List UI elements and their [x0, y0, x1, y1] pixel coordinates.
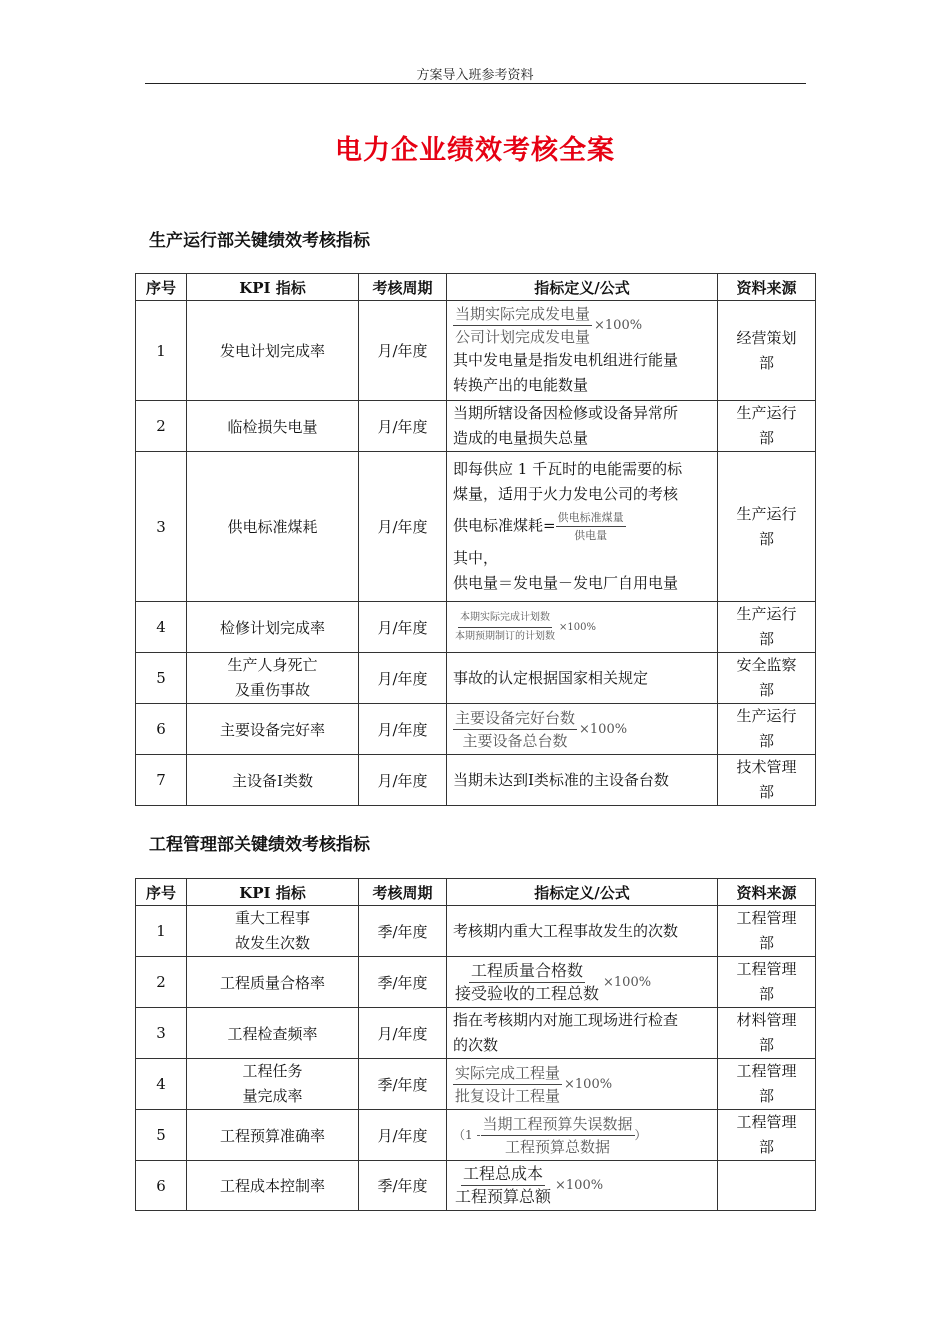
- table-row: [136, 957, 816, 1008]
- definition-line: 事故的认定根据国家相关规定: [453, 668, 649, 687]
- source-line: 部: [758, 1087, 774, 1105]
- fraction: [453, 609, 557, 646]
- row-number: 7: [136, 755, 187, 806]
- numerator: 供电标准煤量: [556, 509, 626, 527]
- source: [718, 653, 816, 704]
- fraction: [453, 960, 601, 1005]
- kpi-table-engineering: [135, 878, 816, 1211]
- numerator: 工程总成本: [461, 1163, 545, 1186]
- source-line: 工程管理: [736, 1062, 797, 1080]
- period: 月/年度: [359, 301, 447, 401]
- numerator: 实际完成工程量: [453, 1062, 562, 1085]
- source: [718, 957, 816, 1008]
- col-header-period: 考核周期: [359, 879, 447, 906]
- kpi-name: 供电标准煤耗: [187, 452, 359, 602]
- source-line: 生产运行: [736, 404, 797, 422]
- col-header-no: 序号: [136, 274, 187, 301]
- source-line: 部: [758, 353, 774, 372]
- source: [718, 1110, 816, 1161]
- source-line: 部: [758, 681, 774, 699]
- source-line: 部: [758, 429, 774, 447]
- row-number: 3: [136, 1008, 187, 1059]
- source-line: 部: [758, 529, 774, 548]
- kpi-name: 临检损失电量: [187, 401, 359, 452]
- source-line: 部: [758, 1138, 774, 1156]
- period: 季/年度: [359, 1059, 447, 1110]
- source-line: 生产运行: [736, 504, 797, 523]
- numerator: 工程质量合格数: [469, 960, 585, 983]
- source: [718, 602, 816, 653]
- source-line: 生产运行: [736, 605, 797, 623]
- definition: [447, 653, 718, 704]
- kpi-name: 工程检查频率: [187, 1008, 359, 1059]
- definition: [447, 906, 718, 957]
- source: [718, 755, 816, 806]
- table-row: [136, 602, 816, 653]
- kpi-name-line: 工程任务: [242, 1062, 303, 1080]
- table-row: [136, 906, 816, 957]
- kpi-name: 主设备Ⅰ类数: [187, 755, 359, 806]
- definition: [447, 957, 718, 1008]
- period: 月/年度: [359, 1110, 447, 1161]
- source: [718, 906, 816, 957]
- definition-line: 指在考核期内对施工现场进行检查: [453, 1011, 679, 1029]
- formula-prefix: 供电标准煤耗=: [453, 516, 556, 535]
- kpi-name: [187, 653, 359, 704]
- definition: [447, 1110, 718, 1161]
- col-header-kpi: KPI 指标: [187, 274, 359, 301]
- source: [718, 1161, 816, 1211]
- kpi-name-line: 故发生次数: [234, 934, 310, 952]
- source: [718, 401, 816, 452]
- kpi-name-line: 重大工程事: [234, 909, 310, 927]
- source-line: 部: [758, 985, 774, 1003]
- definition-line: 转换产出的电能数量: [453, 376, 589, 394]
- multiplier: ×100%: [559, 621, 596, 633]
- col-header-period: 考核周期: [359, 274, 447, 301]
- definition: [447, 755, 718, 806]
- denominator: 接受验收的工程总数: [455, 983, 600, 1003]
- period: 季/年度: [359, 906, 447, 957]
- document-title: 电力企业绩效考核全案: [335, 135, 615, 166]
- definition: [447, 602, 718, 653]
- definition: [447, 704, 718, 755]
- table-row: [136, 401, 816, 452]
- kpi-name-line: 生产人身死亡: [227, 656, 318, 674]
- numerator: 本期实际完成计划数: [458, 609, 552, 628]
- row-number: 6: [136, 1161, 187, 1211]
- definition-line: 的次数: [453, 1036, 499, 1054]
- row-number: 5: [136, 1110, 187, 1161]
- table-row: [136, 301, 816, 401]
- multiplier: ×100%: [594, 318, 643, 333]
- fraction: [453, 1062, 562, 1107]
- source-line: 材料管理: [736, 1011, 797, 1029]
- period: 月/年度: [359, 1008, 447, 1059]
- kpi-name-line: 及重伤事故: [234, 681, 310, 699]
- table-header-row: [136, 274, 816, 301]
- page-header: 方案导入班参考资料: [416, 68, 534, 83]
- period: 季/年度: [359, 957, 447, 1008]
- source: [718, 452, 816, 602]
- row-number: 4: [136, 602, 187, 653]
- definition-line: 考核期内重大工程事故发生的次数: [453, 921, 679, 940]
- source: [718, 1059, 816, 1110]
- kpi-name: 工程质量合格率: [187, 957, 359, 1008]
- table-row: [136, 1161, 816, 1211]
- source-line: 部: [758, 934, 774, 952]
- row-number: 2: [136, 401, 187, 452]
- definition: [447, 1059, 718, 1110]
- definition: [447, 452, 718, 602]
- denominator: 主要设备总台数: [462, 731, 568, 750]
- header-rule: [145, 83, 806, 84]
- period: 季/年度: [359, 1161, 447, 1211]
- row-number: 1: [136, 301, 187, 401]
- multiplier: ×100%: [564, 1076, 613, 1092]
- formula: [453, 303, 711, 348]
- kpi-name: [187, 906, 359, 957]
- table-row: [136, 653, 816, 704]
- multiplier: ×100%: [603, 974, 652, 990]
- col-header-no: 序号: [136, 879, 187, 906]
- table-row: [136, 1008, 816, 1059]
- definition-line: 其中，: [453, 549, 499, 567]
- source-line: 工程管理: [736, 1113, 797, 1131]
- definition-line: 当期所辖设备因检修或设备异常所: [453, 404, 679, 422]
- table-row: [136, 452, 816, 602]
- kpi-name: 检修计划完成率: [187, 602, 359, 653]
- col-header-definition: 指标定义/公式: [447, 879, 718, 906]
- numerator: 当期工程预算失误数据: [481, 1113, 635, 1136]
- numerator: 当期实际完成发电量: [453, 303, 592, 326]
- col-header-definition: 指标定义/公式: [447, 274, 718, 301]
- fraction: [556, 509, 626, 544]
- source: [718, 301, 816, 401]
- fraction: [481, 1113, 635, 1158]
- table-header-row: [136, 879, 816, 906]
- col-header-source: 资料来源: [718, 274, 816, 301]
- source: [718, 1008, 816, 1059]
- table-row: [136, 704, 816, 755]
- row-number: 4: [136, 1059, 187, 1110]
- definition: [447, 301, 718, 401]
- definition-line: 造成的电量损失总量: [453, 429, 589, 447]
- source-line: 工程管理: [736, 960, 797, 978]
- table-row: [136, 1110, 816, 1161]
- definition: [447, 1161, 718, 1211]
- table-row: [136, 755, 816, 806]
- fraction: [453, 707, 577, 752]
- fraction: [453, 1163, 553, 1208]
- source-line: 部: [758, 1036, 774, 1054]
- source-line: 技术管理: [736, 758, 797, 776]
- multiplier: ×100%: [579, 721, 628, 737]
- source-line: 工程管理: [736, 909, 797, 927]
- col-header-source: 资料来源: [718, 879, 816, 906]
- denominator: 工程预算总数据: [505, 1137, 611, 1156]
- kpi-name: 发电计划完成率: [187, 301, 359, 401]
- definition-line: 即每供应 1 千瓦时的电能需要的标: [453, 460, 683, 478]
- kpi-name: 主要设备完好率: [187, 704, 359, 755]
- kpi-name: 工程成本控制率: [187, 1161, 359, 1211]
- row-number: 3: [136, 452, 187, 602]
- source-line: 经营策划: [736, 328, 797, 347]
- definition-line: 其中发电量是指发电机组进行能量: [453, 351, 679, 369]
- definition-line: 供电量＝发电量－发电厂自用电量: [453, 574, 679, 592]
- row-number: 2: [136, 957, 187, 1008]
- kpi-name: [187, 1059, 359, 1110]
- period: 月/年度: [359, 704, 447, 755]
- definition: [447, 1008, 718, 1059]
- fraction: [453, 303, 592, 348]
- period: 月/年度: [359, 602, 447, 653]
- source-line: 部: [758, 732, 774, 750]
- kpi-name-line: 量完成率: [242, 1087, 303, 1105]
- source-line: 安全监察: [736, 656, 797, 674]
- col-header-kpi: KPI 指标: [187, 879, 359, 906]
- numerator: 主要设备完好台数: [453, 707, 577, 730]
- source-line: 生产运行: [736, 707, 797, 725]
- denominator: 批复设计工程量: [455, 1086, 561, 1105]
- period: 月/年度: [359, 653, 447, 704]
- table-row: [136, 1059, 816, 1110]
- row-number: 1: [136, 906, 187, 957]
- denominator: 本期预期制订的计划数: [455, 630, 555, 642]
- formula-prefix: （1 -: [453, 1127, 481, 1142]
- kpi-name: 工程预算准确率: [187, 1110, 359, 1161]
- definition-line: 煤量，适用于火力发电公司的考核: [453, 485, 679, 503]
- row-number: 6: [136, 704, 187, 755]
- definition: [447, 401, 718, 452]
- period: 月/年度: [359, 401, 447, 452]
- formula-suffix: ）: [634, 1127, 647, 1142]
- definition-line: 当期未达到Ⅰ类标准的主设备台数: [453, 770, 669, 789]
- denominator: 公司计划完成发电量: [455, 328, 591, 346]
- period: 月/年度: [359, 755, 447, 806]
- formula: [453, 509, 711, 544]
- multiplier: ×100%: [555, 1178, 604, 1193]
- period: 月/年度: [359, 452, 447, 602]
- source-line: 部: [758, 630, 774, 648]
- source-line: 部: [758, 783, 774, 801]
- denominator: 供电量: [574, 529, 608, 542]
- section-title-engineering: 工程管理部关键绩效考核指标: [149, 835, 370, 855]
- denominator: 工程预算总额: [455, 1187, 552, 1206]
- row-number: 5: [136, 653, 187, 704]
- source: [718, 704, 816, 755]
- section-title-production: 生产运行部关键绩效考核指标: [149, 231, 370, 251]
- kpi-table-production: [135, 273, 816, 806]
